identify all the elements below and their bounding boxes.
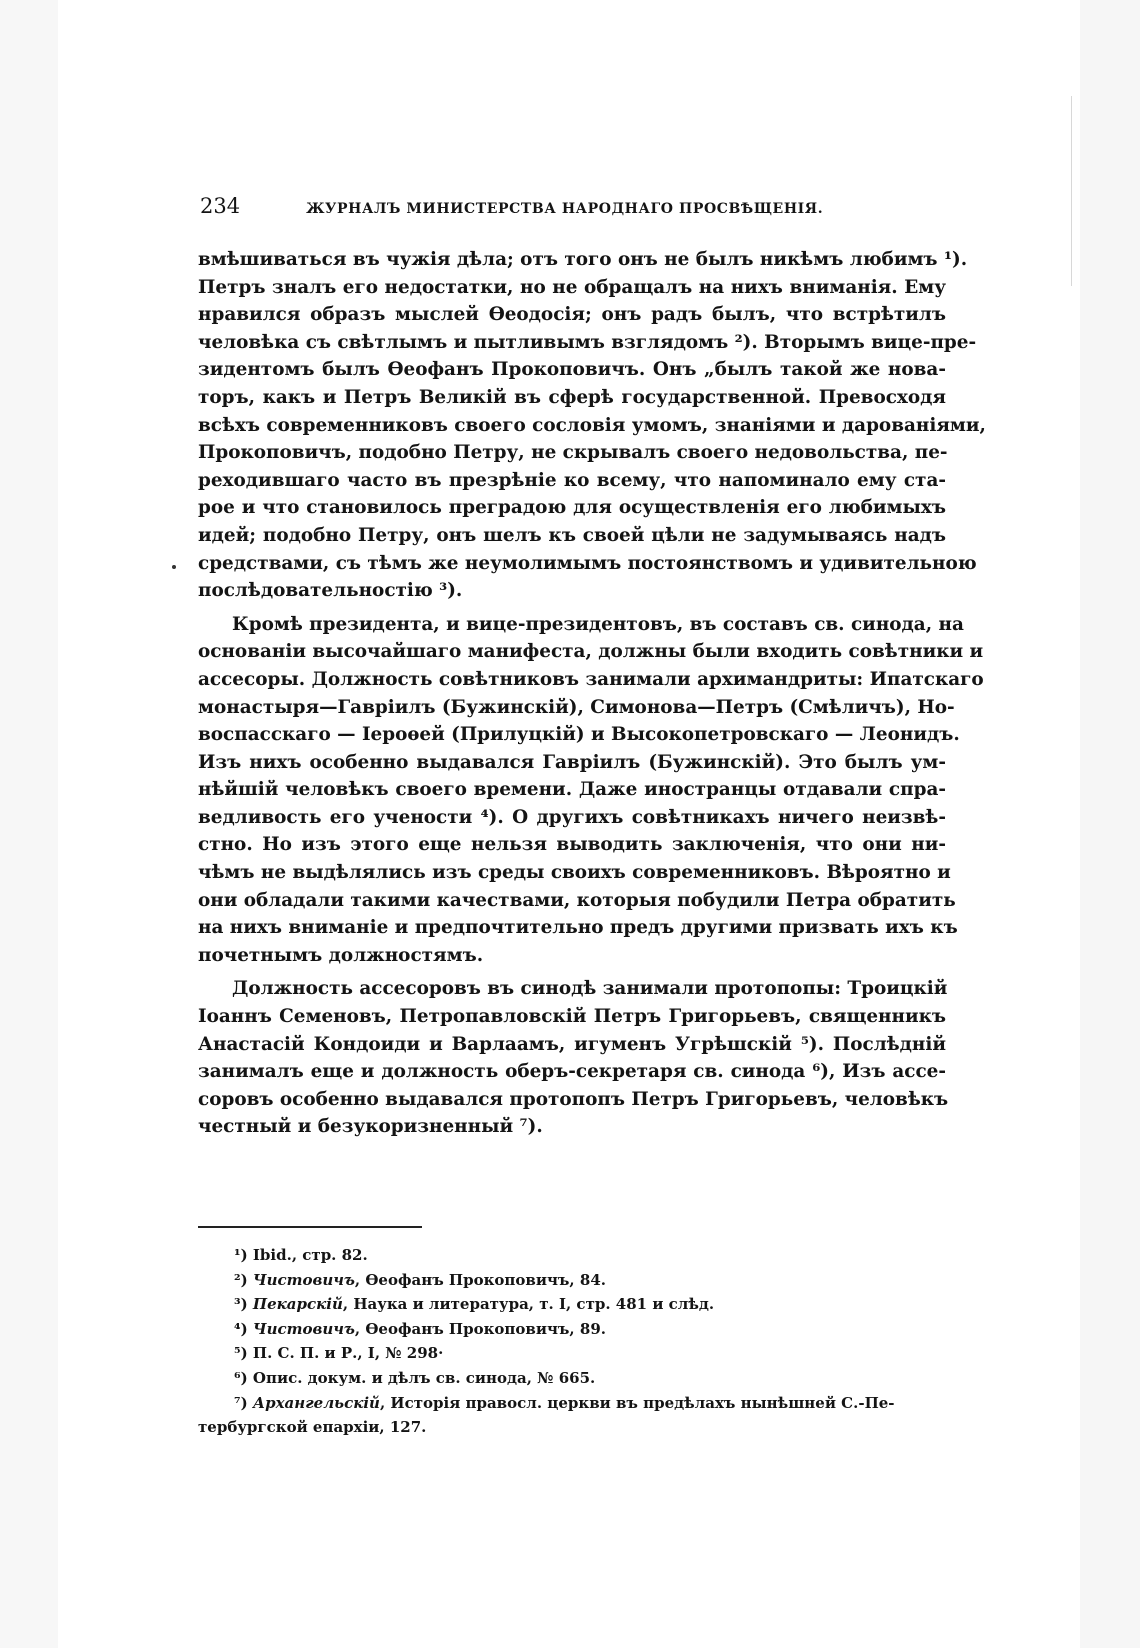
footnote-ref: Чистовичъ <box>252 1270 355 1289</box>
running-title: ЖУРНАЛЪ МИНИСТЕРСТВА НАРОДНАГО ПРОСВѢЩЕНІЯ. <box>306 201 824 217</box>
footnote-mark: ³) <box>234 1295 248 1314</box>
text-line: на нихъ вниманіе и предпочтительно предъ другими призвать ихъ къ <box>198 917 958 939</box>
text-line: соровъ особенно выдавался протопопъ Петръ Григорьевъ, человѣкъ <box>198 1088 949 1110</box>
text-line: занималъ еще и должность оберъ-секретаря св. синода ⁶), Изъ ассе- <box>198 1061 946 1083</box>
text-line: воспасскаго — Іероѳей (Прилуцкій) и Высокопетровскаго — Леонидъ. <box>198 724 960 746</box>
footnote-text: П. С. П. и Р., I, № 298· <box>252 1344 444 1363</box>
footnote-mark: ⁴) <box>234 1319 248 1338</box>
paragraph <box>198 246 986 605</box>
footnote-text: , Исторія правосл. церкви въ предѣлахъ нынѣшней С.-Пе- <box>379 1393 895 1412</box>
footnote-ref: Чистовичъ <box>252 1319 355 1338</box>
paragraph <box>198 975 949 1141</box>
text-line: вмѣшиваться въ чужія дѣла; отъ того онъ не былъ никѣмъ любимъ ¹). <box>198 249 968 270</box>
text-line: они обладали такими качествами, которыя побудили Петра обратить <box>198 889 956 911</box>
text-line: чѣмъ не выдѣлялись изъ среды своихъ современниковъ. Вѣроятно и <box>198 862 951 884</box>
footnote <box>198 1317 950 1342</box>
footnote-continuation: тербургской епархіи, 127. <box>198 1418 427 1437</box>
scan-edge-line <box>1071 96 1072 286</box>
footnote-mark: ¹) <box>234 1246 248 1264</box>
footnote-text: Ibid., стр. 82. <box>252 1246 368 1264</box>
footnote-mark: ⁷) <box>234 1393 248 1412</box>
footnote-text: , Наука и литература, т. I, стр. 481 и слѣд. <box>342 1295 715 1314</box>
text-line: зидентомъ былъ Ѳеофанъ Прокоповичъ. Онъ „былъ такой же нова- <box>198 359 946 381</box>
footnote-ref: Пекарскій <box>252 1295 343 1314</box>
footnote-text: , Ѳеофанъ Прокоповичъ, 84. <box>354 1270 606 1289</box>
footnote-mark: ⁵) <box>234 1344 248 1363</box>
text-line: нѣйшій человѣкъ своего времени. Даже иностранцы отдавали спра- <box>198 779 946 801</box>
footnote-text: , Ѳеофанъ Прокоповичъ, 89. <box>354 1319 606 1338</box>
text-line: ассесоры. Должность совѣтниковъ занимали архимандриты: Ипатскаго <box>198 668 984 690</box>
footnote <box>198 1243 950 1268</box>
text-line: основаніи высочайшаго манифеста, должны были входить совѣтники и <box>198 641 984 663</box>
footnote <box>198 1341 950 1366</box>
text-line: Іоаннъ Семеновъ, Петропавловскій Петръ Григорьевъ, священникъ <box>198 1006 946 1028</box>
footnote-text: Опис. докум. и дѣлъ св. синода, № 665. <box>252 1368 596 1387</box>
footnote-rule <box>198 1226 422 1228</box>
page-number: 234 <box>200 194 241 218</box>
text-line: Анастасій Кондоиди и Варлаамъ, игуменъ Угрѣшскій ⁵). Послѣдній <box>198 1033 946 1055</box>
text-line: почетнымъ должностямъ. <box>198 944 484 966</box>
running-header <box>200 194 950 226</box>
footnote-ref: Архангельскій <box>252 1393 380 1412</box>
text-line: Прокоповичъ, подобно Петру, не скрывалъ своего недовольства, пе- <box>198 442 948 464</box>
text-line: средствами, съ тѣмъ же неумолимымъ постоянствомъ и удивительною <box>198 552 977 574</box>
text-line: торъ, какъ и Петръ Великій въ сферѣ государственной. Превосходя <box>198 386 946 408</box>
text-line: Должность ассесоровъ въ синодѣ занимали протопопы: Троицкій <box>232 978 948 1000</box>
text-line: идей; подобно Петру, онъ шелъ къ своей цѣли не задумываясь надъ <box>198 524 946 546</box>
scan-margin-left <box>0 0 58 1648</box>
paragraph <box>198 611 984 970</box>
footnote <box>198 1366 950 1391</box>
text-line: послѣдовательностію ³). <box>198 580 463 602</box>
text-line: Изъ нихъ особенно выдавался Гавріилъ (Бужинскій). Это былъ ум- <box>198 751 946 773</box>
text-line: монастыря—Гавріилъ (Бужинскій), Симонова—Петръ (Смѣличъ), Но- <box>198 696 955 718</box>
text-line: нравился образъ мыслей Ѳеодосія; онъ радъ былъ, что встрѣтилъ <box>198 304 946 326</box>
footnote <box>198 1391 950 1416</box>
text-line: ведливость его учености ⁴). О другихъ совѣтникахъ ничего неизвѣ- <box>198 806 946 828</box>
text-line: Кромѣ президента, и вице-президентовъ, въ составъ св. синода, на <box>232 613 964 635</box>
text-line: рое и что становилось преградою для осуществленія его любимыхъ <box>198 497 946 519</box>
text-line: Петръ зналъ его недостатки, но не обращалъ на нихъ вниманія. Ему <box>198 276 946 298</box>
footnote-mark: ⁶) <box>234 1368 248 1387</box>
text-line: честный и безукоризненный ⁷). <box>198 1116 543 1138</box>
footnote <box>198 1268 950 1293</box>
footnote-mark: ²) <box>234 1270 248 1289</box>
text-line: реходившаго часто въ презрѣніе ко всему, что напоминало ему ста- <box>198 469 946 491</box>
body-text <box>198 246 986 1141</box>
footnotes <box>198 1243 950 1440</box>
text-line: человѣка съ свѣтлымъ и пытливымъ взглядомъ ²). Вторымъ вице-пре- <box>198 331 977 353</box>
footnote <box>198 1292 950 1317</box>
text-line: всѣхъ современниковъ своего сословія умомъ, знаніями и дарованіями, <box>198 414 986 436</box>
margin-mark <box>172 565 176 569</box>
scan-margin-right <box>1080 0 1140 1648</box>
text-line: стно. Но изъ этого еще нельзя выводить заключенія, что они ни- <box>198 834 946 856</box>
